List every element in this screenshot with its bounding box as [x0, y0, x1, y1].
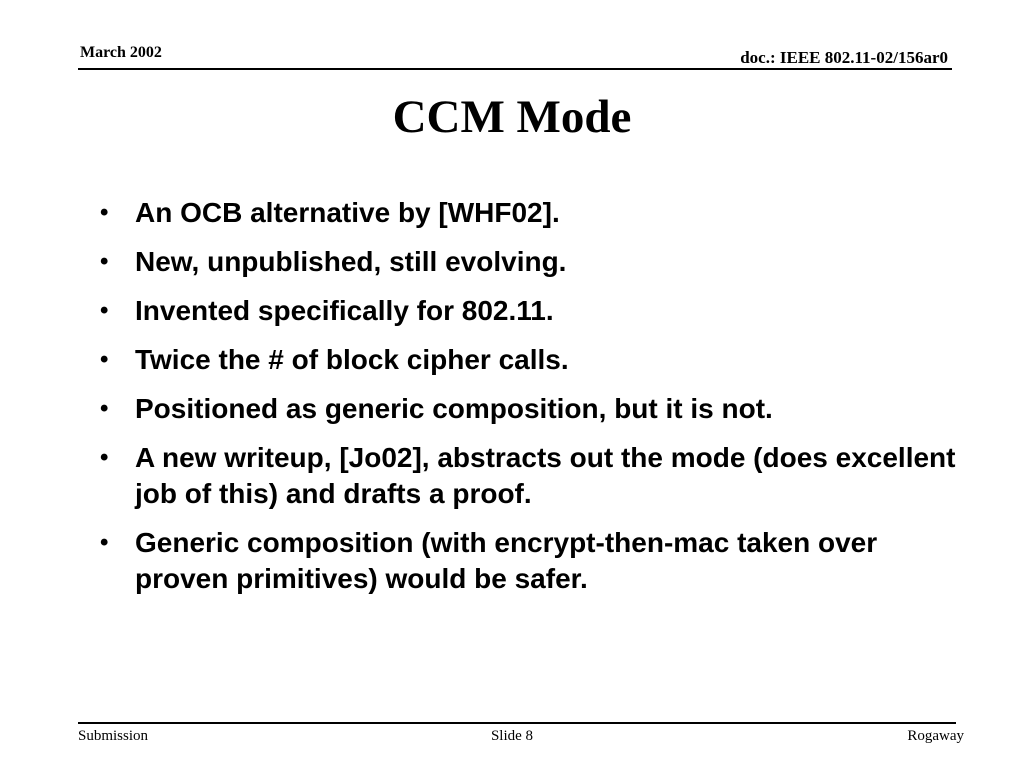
bullet-text: A new writeup, [Jo02], abstracts out the mode (does excellent job of this) and drafts a proof.	[135, 442, 956, 509]
bullet-list	[100, 195, 960, 610]
bullet-item	[100, 525, 960, 597]
bullet-dot-icon: •	[100, 444, 109, 471]
footer-divider	[78, 722, 956, 724]
footer-author: Rogaway	[907, 728, 964, 744]
bullet-item	[100, 293, 960, 329]
bullet-text: Twice the # of block cipher calls.	[135, 344, 569, 375]
bullet-dot-icon: •	[100, 529, 109, 556]
bullet-item	[100, 195, 960, 231]
bullet-text: An OCB alternative by [WHF02].	[135, 197, 560, 228]
header-doc-id: doc.: IEEE 802.11-02/156ar0	[740, 48, 948, 67]
header-date: March 2002	[80, 44, 162, 61]
bullet-item	[100, 342, 960, 378]
footer-slide-number: Slide 8	[490, 728, 534, 744]
bullet-dot-icon: •	[100, 297, 109, 324]
bullet-item	[100, 244, 960, 280]
bullet-text: Generic composition (with encrypt-then-mac taken over proven primitives) would be safer.	[135, 527, 878, 594]
slide-title: CCM Mode	[392, 91, 632, 143]
bullet-text: Invented specifically for 802.11.	[135, 295, 554, 326]
bullet-dot-icon: •	[100, 199, 109, 226]
bullet-dot-icon: •	[100, 395, 109, 422]
bullet-dot-icon: •	[100, 248, 109, 275]
bullet-item	[100, 391, 960, 427]
bullet-item	[100, 440, 960, 512]
bullet-text: New, unpublished, still evolving.	[135, 246, 567, 277]
footer-submission: Submission	[78, 728, 149, 744]
bullet-dot-icon: •	[100, 346, 109, 373]
bullet-text: Positioned as generic composition, but it is not.	[135, 393, 773, 424]
header-divider	[78, 68, 952, 70]
